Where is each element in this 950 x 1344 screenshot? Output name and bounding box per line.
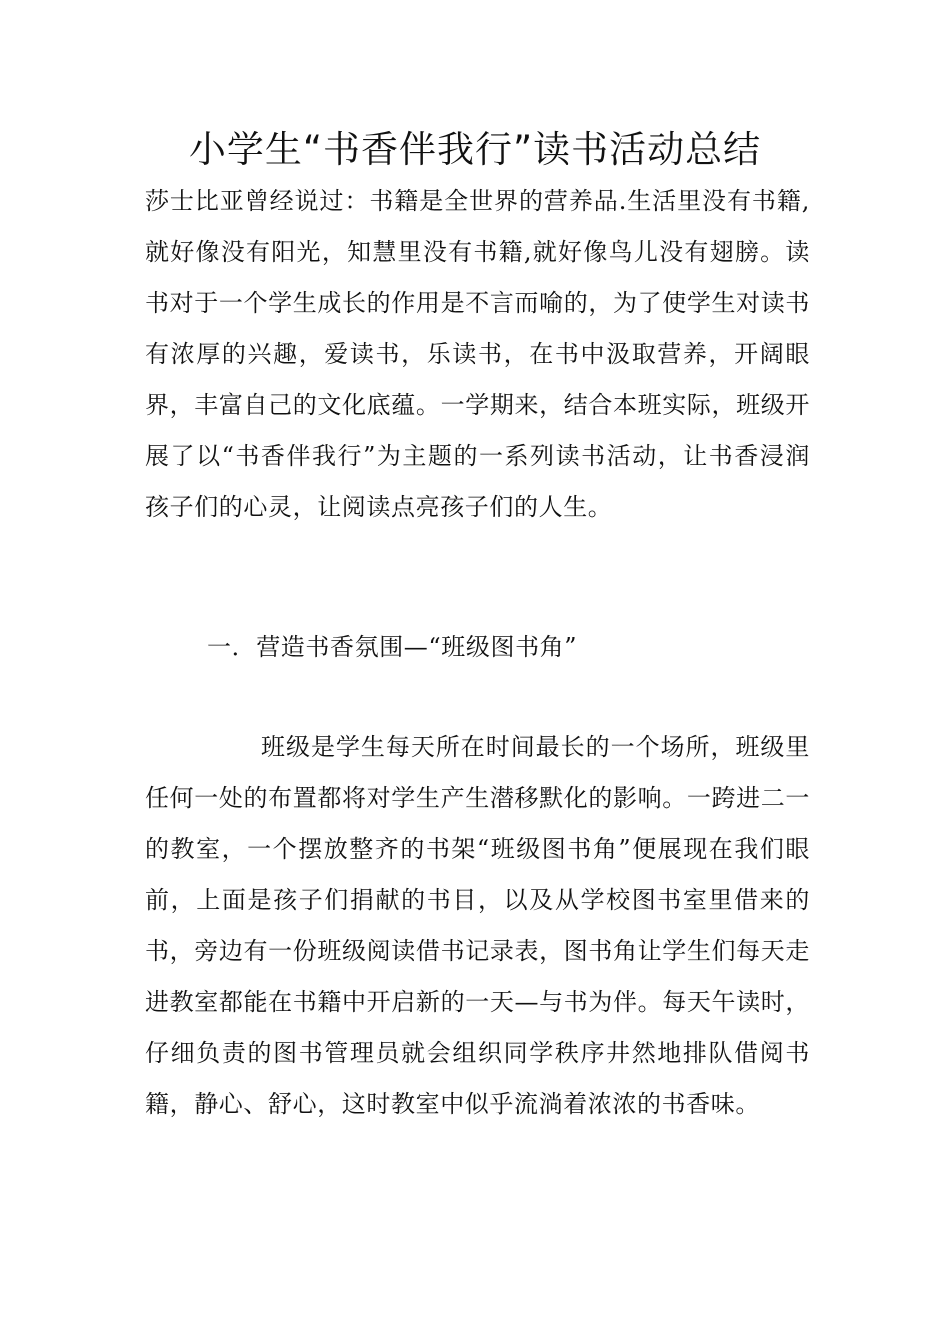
section-1-paragraph: 班级是学生每天所在时间最长的一个场所，班级里任何一处的布置都将对学生产生潜移默化的影响。一跨进二一的教室，一个摆放整齐的书架“班级图书角”便展现在我们眼前，上面是孩子们捐献的书目，以及从学校图书室里借来的书，旁边有一份班级阅读借书记录表，图书角让学生们每天走进教室都能在书籍中开启新的一天—与书为伴。每天午读时，仔细负责的图书管理员就会组织同学秩序井然地排队借阅书籍，静心、舒心，这时教室中似乎流淌着浓浓的书香味。 (145, 733, 810, 1118)
document-title: 小学生“书香伴我行”读书活动总结 (188, 128, 762, 171)
section-1-heading: 一．营造书香氛围—“班级图书角” (207, 633, 578, 661)
intro-paragraph: 莎士比亚曾经说过：书籍是全世界的营养品.生活里没有书籍,就好像没有阳光，知慧里没有书籍,就好像鸟儿没有翅膀。读书对于一个学生成长的作用是不言而喻的，为了使学生对读书有浓厚的兴趣，爱读书，乐读书，在书中汲取营养，开阔眼界，丰富自己的文化底蕴。一学期来，结合本班实际，班级开展了以“书香伴我行”为主题的一系列读书活动，让书香浸润孩子们的心灵，让阅读点亮孩子们的人生。 (145, 187, 810, 521)
